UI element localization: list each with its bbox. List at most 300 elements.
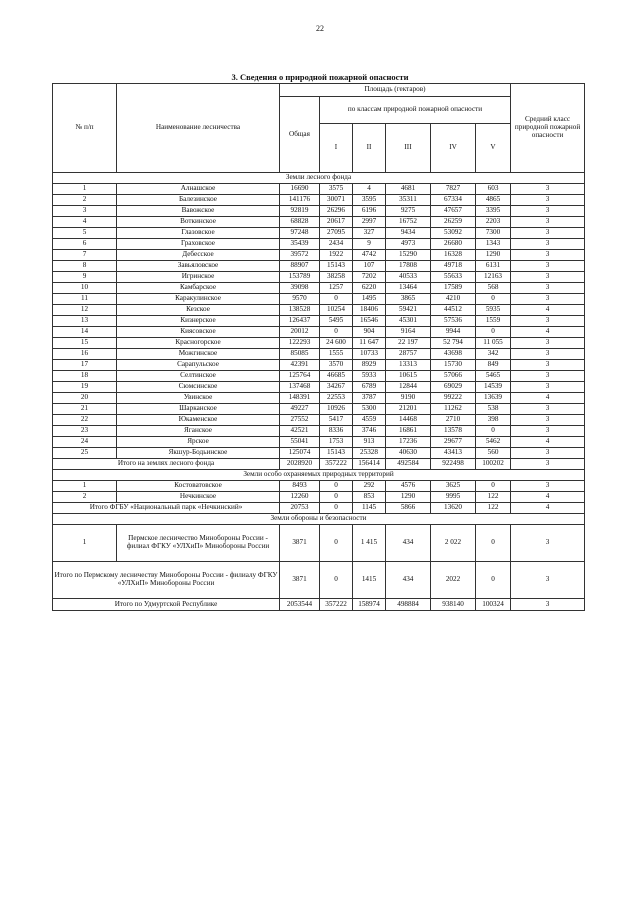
table-row [53,349,585,360]
area-class-5: 11 055 [476,338,511,349]
area-class-3: 22 197 [386,338,431,349]
area-total: 88907 [280,261,320,272]
avg-class: 3 [511,426,585,437]
row-num: 13 [53,316,117,327]
area-class-4: 4210 [431,294,476,305]
avg-class: 3 [511,250,585,261]
avg-class: 3 [511,272,585,283]
area-class-4: 55633 [431,272,476,283]
forestry-name: Вавожское [117,206,280,217]
area-class-3: 16861 [386,426,431,437]
forestry-name: Игринское [117,272,280,283]
area-class-5: 560 [476,448,511,459]
area-class-3: 10615 [386,371,431,382]
avg-class: 4 [511,305,585,316]
area-total: 20012 [280,327,320,338]
row-num: 9 [53,272,117,283]
area-class-1: 1257 [320,283,353,294]
area-class-4: 26680 [431,239,476,250]
area-class-5: 5465 [476,371,511,382]
forestry-name: Воткинское [117,217,280,228]
area-total: 35439 [280,239,320,250]
area-total: 153789 [280,272,320,283]
area-total: 12260 [280,492,320,503]
row-num: 5 [53,228,117,239]
table-row [53,415,585,426]
area-class-4: 11262 [431,404,476,415]
area-class-5: 122 [476,492,511,503]
area-class-5: 0 [476,426,511,437]
area-class-2: 9 [353,239,386,250]
area-class-3: 40630 [386,448,431,459]
table-row [53,426,585,437]
area-class-3: 15290 [386,250,431,261]
area-class-2: 6789 [353,382,386,393]
area-class-1: 27095 [320,228,353,239]
area-class-4: 49718 [431,261,476,272]
row-num: 10 [53,283,117,294]
avg-class: 4 [511,327,585,338]
area-total: 39098 [280,283,320,294]
area-class-4: 9944 [431,327,476,338]
forestry-name: Нечкинское [117,492,280,503]
area-class-1: 20617 [320,217,353,228]
area-class-4: 938140 [431,599,476,611]
area-class-3: 28757 [386,349,431,360]
section-heading-row [53,470,585,481]
area-class-4: 53092 [431,228,476,239]
avg-class: 3 [511,195,585,206]
area-class-1: 0 [320,525,353,562]
row-num: 1 [53,525,117,562]
area-class-5: 5462 [476,437,511,448]
area-class-2: 4559 [353,415,386,426]
area-class-3: 4681 [386,184,431,195]
area-class-3: 45301 [386,316,431,327]
avg-class: 3 [511,371,585,382]
table-row [53,371,585,382]
table-row [53,250,585,261]
area-class-5: 1343 [476,239,511,250]
avg-class: 3 [511,239,585,250]
area-class-3: 13313 [386,360,431,371]
header-num: № п/п [53,84,117,173]
section-total-row [53,562,585,599]
area-class-1: 15143 [320,448,353,459]
area-total: 148391 [280,393,320,404]
table-row [53,327,585,338]
area-class-3: 3865 [386,294,431,305]
area-total: 2028920 [280,459,320,470]
area-class-3: 9275 [386,206,431,217]
area-total: 39572 [280,250,320,261]
area-total: 97248 [280,228,320,239]
area-total: 125764 [280,371,320,382]
avg-class: 4 [511,503,585,514]
forestry-name: Красногорское [117,338,280,349]
avg-class: 3 [511,448,585,459]
area-class-4: 13578 [431,426,476,437]
area-class-4: 43413 [431,448,476,459]
area-class-5: 14539 [476,382,511,393]
header-class-4: IV [431,124,476,173]
area-class-4: 17589 [431,283,476,294]
header-total: Общая [280,97,320,173]
area-class-2: 1415 [353,562,386,599]
area-class-4: 67334 [431,195,476,206]
area-class-5: 1559 [476,316,511,327]
header-avg-class: Средний класс природной пожарной опасности [511,84,585,173]
area-class-1: 357222 [320,599,353,611]
row-num: 18 [53,371,117,382]
area-class-5: 13639 [476,393,511,404]
table-row [53,294,585,305]
area-total: 16690 [280,184,320,195]
area-total: 9570 [280,294,320,305]
table-row [53,481,585,492]
area-class-2: 3595 [353,195,386,206]
forestry-name: Граховское [117,239,280,250]
avg-class: 3 [511,459,585,470]
avg-class: 3 [511,349,585,360]
section-total-row [53,503,585,514]
area-class-5: 12163 [476,272,511,283]
area-class-2: 10733 [353,349,386,360]
section-heading-row [53,173,585,184]
area-class-3: 17236 [386,437,431,448]
avg-class: 3 [511,316,585,327]
area-total: 49227 [280,404,320,415]
area-class-4: 47657 [431,206,476,217]
area-class-5: 849 [476,360,511,371]
area-class-2: 16546 [353,316,386,327]
row-num: 19 [53,382,117,393]
avg-class: 4 [511,492,585,503]
area-class-1: 0 [320,294,353,305]
area-class-5: 0 [476,294,511,305]
area-class-1: 0 [320,503,353,514]
avg-class: 3 [511,404,585,415]
avg-class: 3 [511,360,585,371]
area-class-5: 100324 [476,599,511,611]
area-class-4: 26259 [431,217,476,228]
area-class-2: 6196 [353,206,386,217]
area-class-5: 2203 [476,217,511,228]
area-total: 3871 [280,525,320,562]
table-row [53,393,585,404]
area-class-5: 122 [476,503,511,514]
header-class-1: I [320,124,353,173]
area-class-3: 9434 [386,228,431,239]
header-class-2: II [353,124,386,173]
area-class-5: 342 [476,349,511,360]
area-class-1: 10254 [320,305,353,316]
header-area: Площадь (гектаров) [280,84,511,97]
row-num: 14 [53,327,117,338]
area-class-1: 0 [320,562,353,599]
table-row [53,492,585,503]
section-heading-row [53,514,585,525]
area-class-5: 1290 [476,250,511,261]
area-class-3: 13464 [386,283,431,294]
area-class-2: 2997 [353,217,386,228]
area-class-3: 16752 [386,217,431,228]
area-class-4: 2022 [431,562,476,599]
area-class-2: 327 [353,228,386,239]
area-class-1: 1555 [320,349,353,360]
header-by-class: по классам природной пожарной опасности [320,97,511,124]
area-class-4: 16328 [431,250,476,261]
area-class-1: 34267 [320,382,353,393]
area-class-2: 156414 [353,459,386,470]
avg-class: 3 [511,599,585,611]
forestry-name: Глазовское [117,228,280,239]
row-num: 2 [53,195,117,206]
forestry-name: Алнашское [117,184,280,195]
area-class-2: 4 [353,184,386,195]
forestry-name: Кезское [117,305,280,316]
area-class-1: 30071 [320,195,353,206]
table-row [53,338,585,349]
area-class-2: 8929 [353,360,386,371]
area-class-2: 4742 [353,250,386,261]
area-class-3: 9164 [386,327,431,338]
forestry-name: Сарапульское [117,360,280,371]
forestry-name: Камбарское [117,283,280,294]
area-class-2: 292 [353,481,386,492]
area-total: 137468 [280,382,320,393]
table-row [53,316,585,327]
area-class-3: 59421 [386,305,431,316]
area-class-1: 3570 [320,360,353,371]
area-class-2: 11 647 [353,338,386,349]
total-label: Итого на землях лесного фонда [53,459,280,470]
area-class-1: 46685 [320,371,353,382]
area-class-4: 57536 [431,316,476,327]
area-class-3: 14468 [386,415,431,426]
section-total-row [53,459,585,470]
area-total: 2053544 [280,599,320,611]
table-row [53,239,585,250]
area-class-4: 15730 [431,360,476,371]
section-title: 3. Сведения о природной пожарной опасности [231,72,409,82]
area-class-4: 99222 [431,393,476,404]
area-class-2: 18406 [353,305,386,316]
table-row [53,195,585,206]
area-total: 85085 [280,349,320,360]
row-num: 20 [53,393,117,404]
area-class-2: 6220 [353,283,386,294]
header-class-3: III [386,124,431,173]
area-class-4: 9995 [431,492,476,503]
row-num: 12 [53,305,117,316]
area-class-3: 40533 [386,272,431,283]
area-class-1: 15143 [320,261,353,272]
area-class-5: 0 [476,481,511,492]
forestry-name: Завьяловское [117,261,280,272]
area-class-5: 0 [476,525,511,562]
forestry-name: Селтинское [117,371,280,382]
area-class-1: 1922 [320,250,353,261]
total-label: Итого ФГБУ «Национальный парк «Нечкинский» [53,503,280,514]
grand-total-label: Итого по Удмуртской Республике [53,599,280,611]
area-class-1: 357222 [320,459,353,470]
area-total: 3871 [280,562,320,599]
area-class-5: 568 [476,283,511,294]
area-class-3: 5866 [386,503,431,514]
row-num: 3 [53,206,117,217]
avg-class: 4 [511,393,585,404]
table-row [53,217,585,228]
grand-total-row [53,599,585,611]
page-number: 22 [316,24,324,33]
area-class-2: 158974 [353,599,386,611]
area-class-1: 0 [320,481,353,492]
area-class-4: 2710 [431,415,476,426]
fire-danger-table [52,83,585,611]
row-num: 22 [53,415,117,426]
table-row [53,283,585,294]
avg-class: 3 [511,217,585,228]
area-class-4: 43698 [431,349,476,360]
area-class-2: 3746 [353,426,386,437]
avg-class: 4 [511,437,585,448]
area-class-1: 24 600 [320,338,353,349]
section-heading: Земли лесного фонда [53,173,585,184]
area-class-5: 0 [476,327,511,338]
area-class-1: 0 [320,492,353,503]
table-row [53,437,585,448]
table-row [53,184,585,195]
table-row [53,360,585,371]
avg-class: 3 [511,481,585,492]
row-num: 1 [53,481,117,492]
area-total: 126437 [280,316,320,327]
forestry-name: Сюмсинское [117,382,280,393]
table-row [53,305,585,316]
area-class-5: 6131 [476,261,511,272]
avg-class: 3 [511,525,585,562]
area-class-4: 13620 [431,503,476,514]
area-class-4: 57066 [431,371,476,382]
forestry-name: Яганское [117,426,280,437]
area-class-2: 107 [353,261,386,272]
row-num: 7 [53,250,117,261]
forestry-name: Каракулинское [117,294,280,305]
area-class-5: 7300 [476,228,511,239]
avg-class: 3 [511,415,585,426]
area-class-1: 38258 [320,272,353,283]
table-row [53,525,585,562]
area-total: 92819 [280,206,320,217]
forestry-name: Киясовское [117,327,280,338]
table-row [53,448,585,459]
area-class-4: 3625 [431,481,476,492]
area-total: 141176 [280,195,320,206]
table-row [53,272,585,283]
avg-class: 3 [511,294,585,305]
area-class-5: 603 [476,184,511,195]
area-class-1: 3575 [320,184,353,195]
area-total: 42391 [280,360,320,371]
avg-class: 3 [511,184,585,195]
avg-class: 3 [511,338,585,349]
area-class-2: 25328 [353,448,386,459]
forestry-name: Костоватовское [117,481,280,492]
area-class-2: 1495 [353,294,386,305]
area-class-3: 4973 [386,239,431,250]
area-class-2: 7202 [353,272,386,283]
area-class-1: 22553 [320,393,353,404]
area-total: 55041 [280,437,320,448]
area-class-3: 4576 [386,481,431,492]
area-class-2: 853 [353,492,386,503]
area-class-1: 2434 [320,239,353,250]
area-class-2: 5933 [353,371,386,382]
area-class-3: 434 [386,525,431,562]
forestry-name: Дебесское [117,250,280,261]
area-class-3: 35311 [386,195,431,206]
header-name: Наименование лесничества [117,84,280,173]
row-num: 15 [53,338,117,349]
forestry-name: Шарканское [117,404,280,415]
area-class-2: 1 415 [353,525,386,562]
area-class-3: 21201 [386,404,431,415]
area-class-2: 3787 [353,393,386,404]
area-class-1: 5495 [320,316,353,327]
area-class-1: 5417 [320,415,353,426]
table-row [53,382,585,393]
table-row [53,228,585,239]
table-row [53,206,585,217]
forestry-name: Ярское [117,437,280,448]
forestry-name: Пермское лесничество Минобороны России - филиал ФГКУ «УЛХиП» Минобороны России [117,525,280,562]
avg-class: 3 [511,562,585,599]
row-num: 24 [53,437,117,448]
area-class-3: 17808 [386,261,431,272]
area-class-1: 10926 [320,404,353,415]
area-class-2: 913 [353,437,386,448]
table-row [53,404,585,415]
forestry-name: Можгинское [117,349,280,360]
area-class-4: 52 794 [431,338,476,349]
area-class-4: 69029 [431,382,476,393]
area-class-1: 8336 [320,426,353,437]
area-class-5: 398 [476,415,511,426]
area-class-3: 434 [386,562,431,599]
forestry-name: Балезинское [117,195,280,206]
total-label: Итого по Пермскому лесничеству Минобороны России - филиалу ФГКУ «УЛХиП» Минобороны России [53,562,280,599]
area-class-2: 1145 [353,503,386,514]
row-num: 25 [53,448,117,459]
avg-class: 3 [511,382,585,393]
area-class-3: 12844 [386,382,431,393]
row-num: 11 [53,294,117,305]
area-class-5: 3395 [476,206,511,217]
area-total: 122293 [280,338,320,349]
area-total: 42521 [280,426,320,437]
area-class-1: 0 [320,327,353,338]
area-class-2: 5300 [353,404,386,415]
header-class-5: V [476,124,511,173]
section-heading: Земли особо охраняемых природных территорий [53,470,585,481]
row-num: 8 [53,261,117,272]
area-class-5: 538 [476,404,511,415]
forestry-name: Юкаменское [117,415,280,426]
area-class-2: 904 [353,327,386,338]
row-num: 21 [53,404,117,415]
area-class-4: 2 022 [431,525,476,562]
